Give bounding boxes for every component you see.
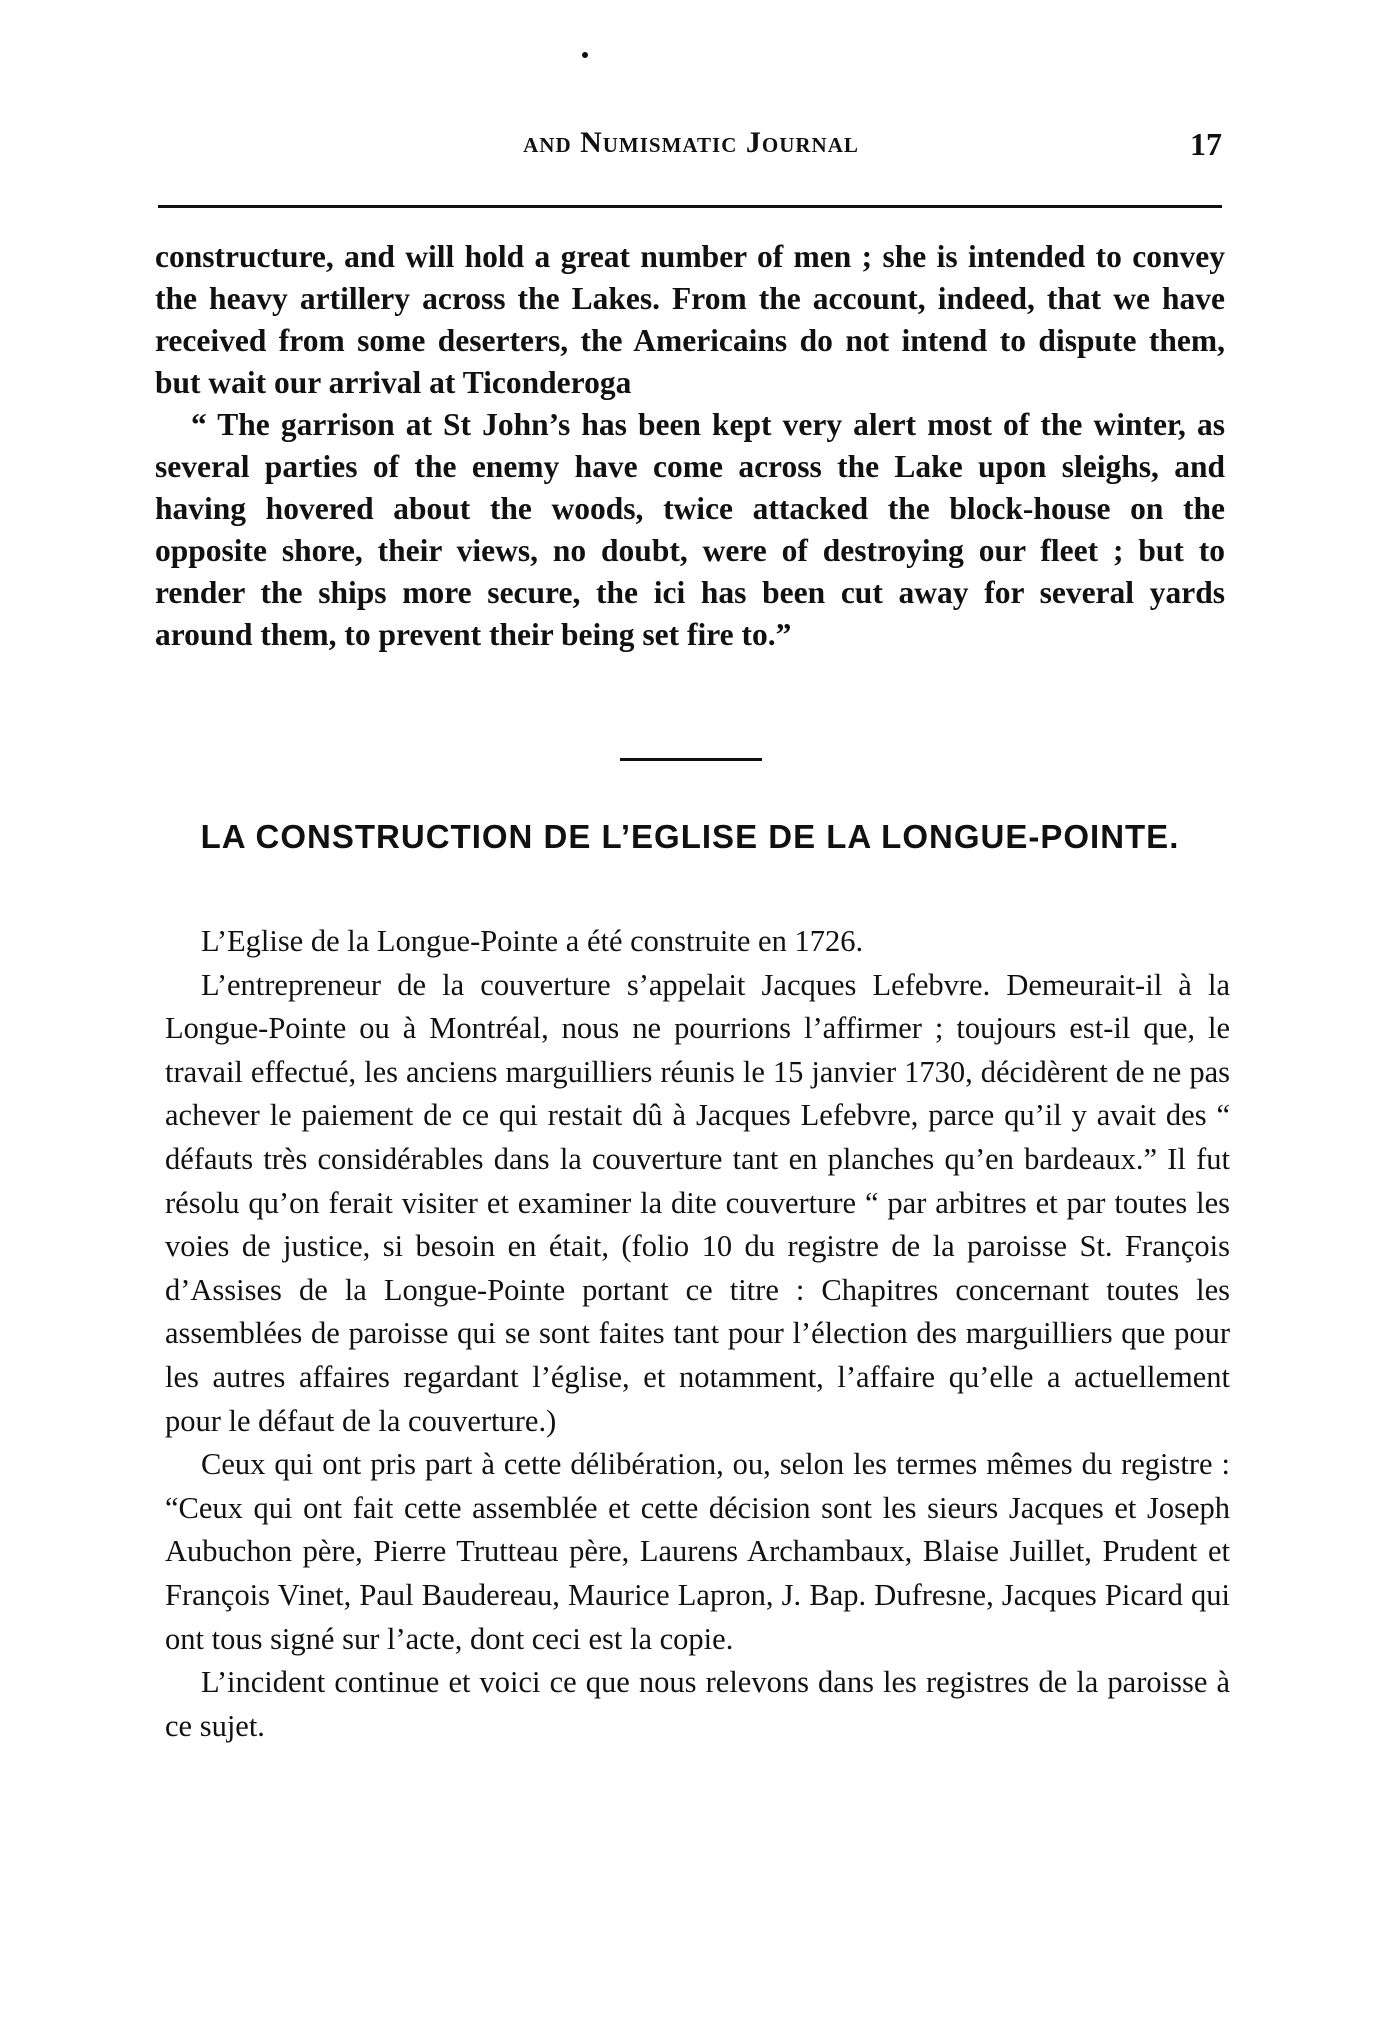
running-head [160, 126, 1222, 176]
paragraph: “ The garrison at St John’s has been kept very alert most of the winter, as several parties of the enemy have come across the Lake upon sleighs, and having hovered about the woods, twice attacked the block-house on the opposite shore, their views, no doubt, were of destroying our fleet ; but to render the ships more secure, the ici has been cut away for several yards around them, to prevent their being set fire to.” [155, 407, 1225, 652]
paragraph: L’incident continue et voici ce que nous relevons dans les registres de la paroisse à ce sujet. [165, 1665, 1230, 1743]
page-number: 17 [1190, 126, 1222, 162]
article-heading: LA CONSTRUCTION DE L’EGLISE DE LA LONGUE-POINTE. [200, 818, 1180, 855]
paragraph: L’entrepreneur de la couverture s’appelait Jacques Lefebvre. Demeurait-il à la Longue-Pointe ou à Montréal, nous ne pourrions l’affirmer ; toujours est-il que, le travail effectué, les anciens marguilliers réunis le 15 janvier 1730, décidèrent de ne pas achever le paiement de ce qui restait dû à Jacques Lefebvre, parce qu’il y avait des “ défauts très considérables dans la couverture tant en planches qu’en bardeaux.” Il fut résolu qu’on ferait visiter et examiner la dite couverture “ par arbitres et par toutes les voies de justice, si besoin en était, (folio 10 du registre de la paroisse St. François d’Assises de la Longue-Pointe portant ce titre : Chapitres concernant toutes les assemblées de paroisse qui se sont faites tant pour l’élection des marguilliers que pour les autres affaires regardant l’église, et notamment, l’affaire qu’elle a actuellement pour le défaut de la couverture.) [165, 967, 1230, 1438]
article-body [165, 920, 1230, 1748]
header-rule [158, 205, 1222, 208]
paragraph: L’Eglise de la Longue-Pointe a été construite en 1726. [201, 924, 864, 958]
running-title: and Numismatic Journal [523, 126, 859, 159]
top-mark [582, 52, 588, 58]
continued-passage [155, 236, 1225, 656]
paragraph: Ceux qui ont pris part à cette délibération, ou, selon les termes mêmes du registre : “Ceux qui ont fait cette assemblée et cette décision sont les sieurs Jacques et Joseph Aubuchon père, Pierre Trutteau père, Laurens Archambaux, Blaise Juillet, Prudent et François Vinet, Paul Baudereau, Maurice Lapron, J. Bap. Dufresne, Jacques Picard qui ont tous signé sur l’acte, dont ceci est la copie. [165, 1447, 1230, 1656]
paragraph: constructure, and will hold a great number of men ; she is intended to convey the heavy artillery across the Lakes. From the account, indeed, that we have received from some deserters, the Americains do not intend to dispute them, but wait our arrival at Ticonderoga [155, 239, 1225, 400]
section-separator [620, 758, 762, 761]
